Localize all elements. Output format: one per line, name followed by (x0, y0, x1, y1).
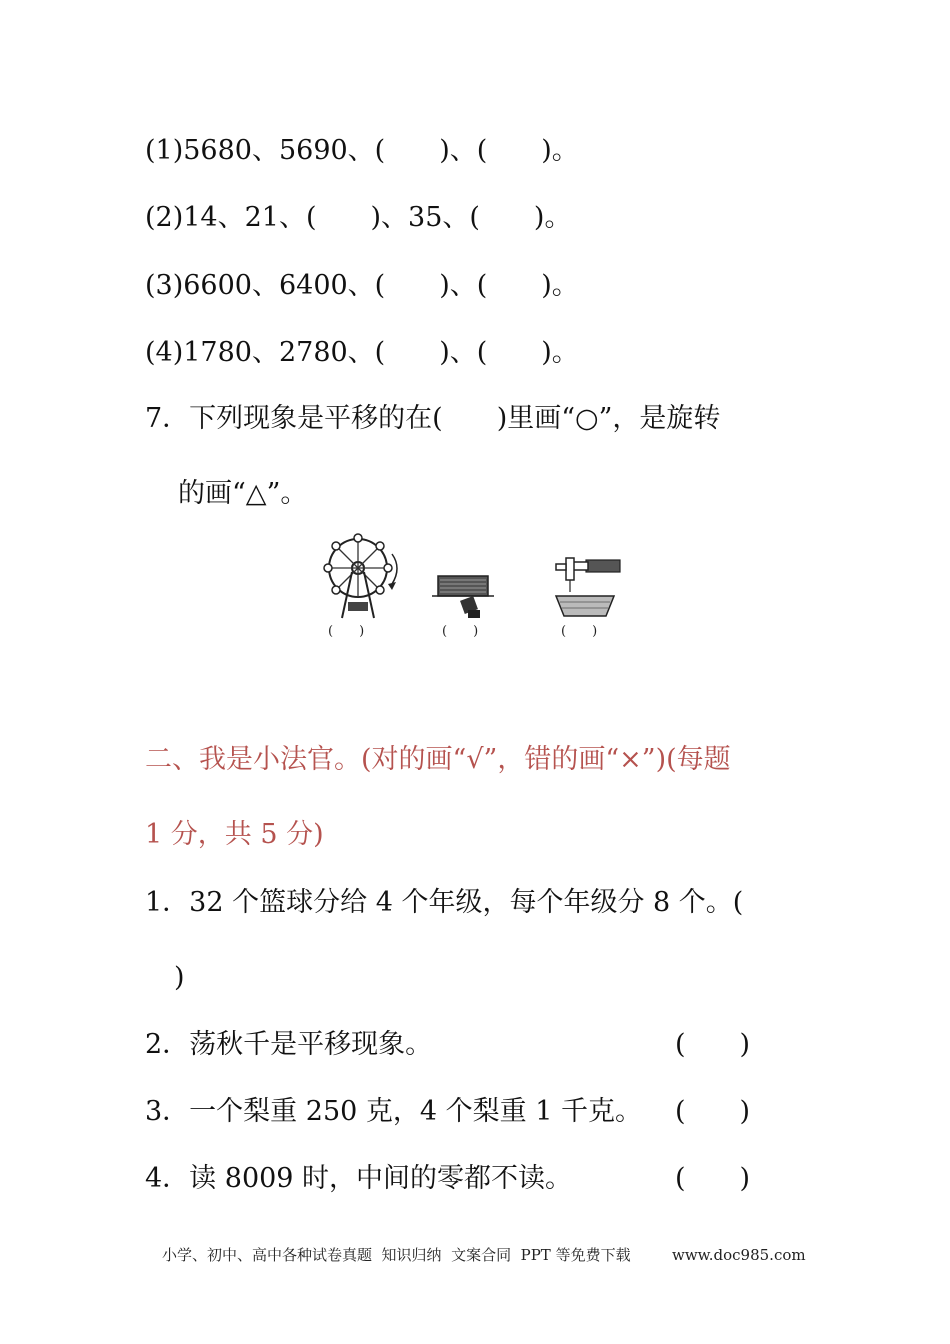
sequence-3: (3)6600、6400、( )、( )。 (145, 270, 579, 301)
figure-answer-2[interactable]: ( ) (442, 624, 479, 639)
figure-answer-3[interactable]: ( ) (561, 624, 598, 639)
judgment-4-answer[interactable]: ( ) (675, 1163, 751, 1194)
question-7-line2: 的画“△”。 (178, 478, 308, 509)
judgment-2: 2．荡秋千是平移现象。 (145, 1029, 433, 1060)
ferris-wheel-figure (322, 530, 404, 622)
judgment-4: 4．读 8009 时，中间的零都不读。 (145, 1163, 573, 1194)
sequence-2: (2)14、21、( )、35、( )。 (145, 202, 572, 233)
drawer-icon (432, 570, 494, 622)
question-7-line1: 7．下列现象是平移的在( )里画“○”，是旋转 (145, 403, 721, 434)
footer-url[interactable]: www.doc985.com (672, 1246, 806, 1264)
faucet-icon (552, 552, 624, 622)
section-2-heading-line1: 二、我是小法官。(对的画“√”，错的画“×”)(每题 (145, 744, 731, 775)
ferris-wheel-icon (322, 530, 404, 622)
sequence-4: (4)1780、2780、( )、( )。 (145, 337, 579, 368)
judgment-3-answer[interactable]: ( ) (675, 1096, 751, 1127)
judgment-1-paren-close[interactable]: ) (174, 962, 185, 993)
sequence-1: (1)5680、5690、( )、( )。 (145, 135, 579, 166)
faucet-figure (552, 552, 624, 622)
judgment-3: 3．一个梨重 250 克，4 个梨重 1 千克。 (145, 1096, 642, 1127)
footer-text: 小学、初中、高中各种试卷真题 知识归纳 文案合同 PPT 等免费下载 (162, 1246, 631, 1264)
judgment-1: 1．32 个篮球分给 4 个年级，每个年级分 8 个。( (145, 887, 744, 918)
section-2-heading-line2: 1 分，共 5 分) (145, 819, 324, 850)
figure-answer-1[interactable]: ( ) (328, 624, 365, 639)
drawer-figure (432, 570, 494, 622)
judgment-2-answer[interactable]: ( ) (675, 1029, 751, 1060)
